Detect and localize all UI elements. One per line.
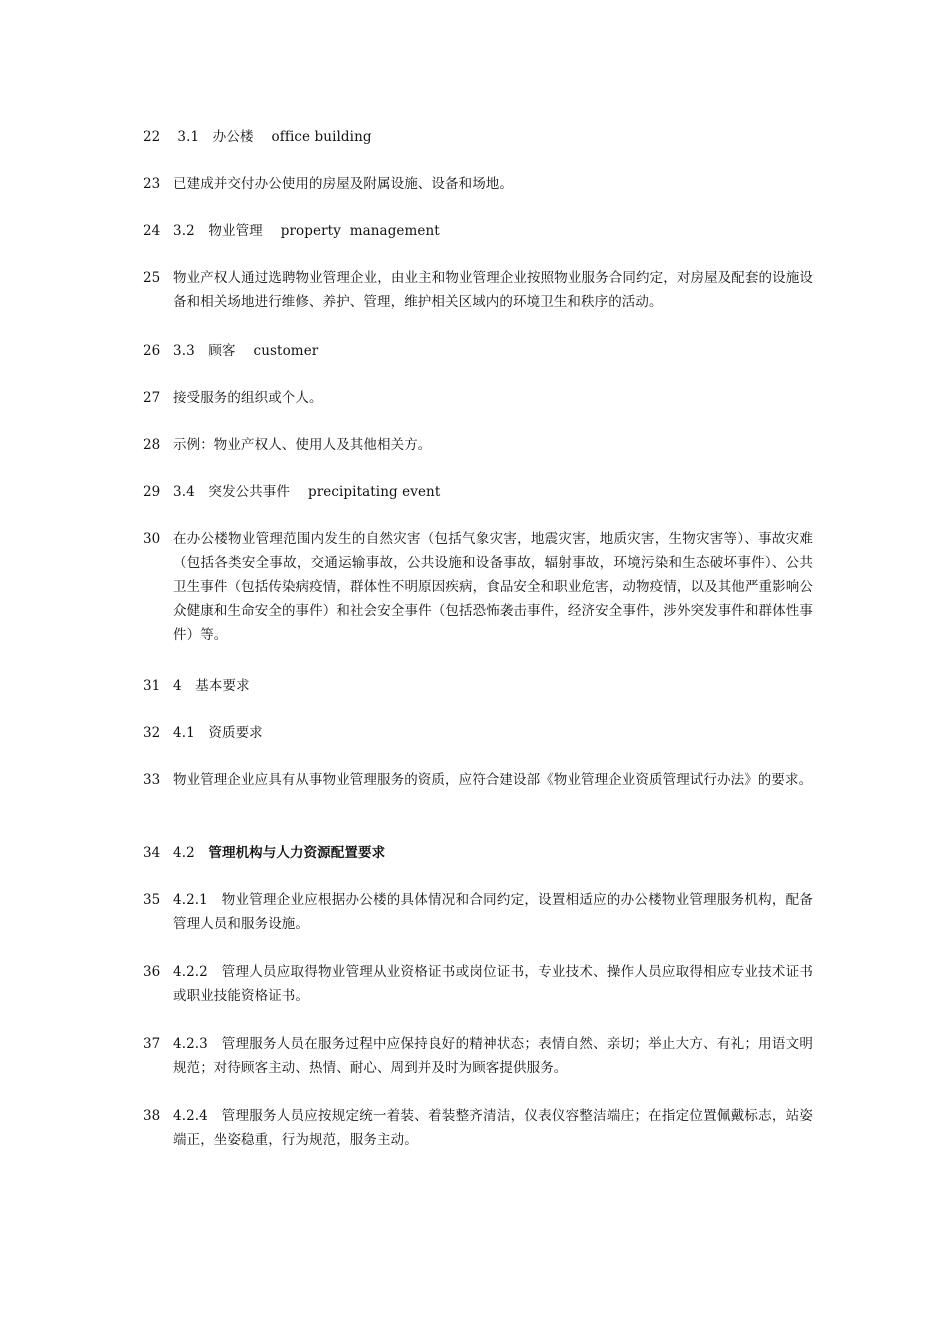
line-number: 32 (143, 725, 161, 741)
clause-text: 4.2.1 物业管理企业应根据办公楼的具体情况和合同约定，设置相适应的办公楼物业管理服务机构，配备管理人员和服务设施。 (173, 892, 813, 932)
term-definition: 物业产权人通过选聘物业管理企业，由业主和物业管理企业按照物业服务合同约定，对房屋及配套的设施设备和相关场地进行维修、养护、管理，维护相关区域内的环境卫生和秩序的活动。 (173, 270, 813, 310)
clause-text: 4.2.2 管理人员应取得物业管理从业资格证书或岗位证书，专业技术、操作人员应取得相应专业技术证书或职业技能资格证书。 (173, 964, 813, 1004)
line-number: 25 (143, 270, 161, 286)
line-number: 23 (143, 176, 161, 192)
subsection-heading: 4.1 资质要求 (173, 725, 263, 741)
line-number: 29 (143, 484, 161, 500)
line-number: 24 (143, 223, 161, 239)
line-number: 28 (143, 437, 161, 453)
line-number: 22 (143, 129, 161, 145)
term-example: 示例：物业产权人、使用人及其他相关方。 (173, 437, 432, 453)
line-number: 34 (143, 845, 161, 861)
term-heading: 3.2 物业管理 property management (173, 223, 440, 239)
line-number: 37 (143, 1036, 161, 1052)
section-heading: 4 基本要求 (173, 678, 250, 694)
term-heading: 3.1 办公楼 office building (173, 129, 372, 145)
line-number: 30 (143, 531, 161, 547)
term-definition: 在办公楼物业管理范围内发生的自然灾害（包括气象灾害，地震灾害，地质灾害，生物灾害等）、事故灾难（包括各类安全事故，交通运输事故，公共设施和设备事故，辐射事故，环境污染和生态破坏事件）、公共卫生事件（包括传染病疫情，群体性不明原因疾病，食品安全和职业危害，动物疫情，以及其他严重影响公众健康和生命安全的事件）和社会安全事件（包括恐怖袭击事件，经济安全事件，涉外突发事件和群体性事件）等。 (173, 531, 813, 643)
term-heading: 3.3 顾客 customer (173, 343, 319, 359)
line-number: 35 (143, 892, 161, 908)
line-number: 27 (143, 390, 161, 406)
line-number: 31 (143, 678, 161, 694)
line-number: 38 (143, 1108, 161, 1124)
clause-text: 4.2.3 管理服务人员在服务过程中应保持良好的精神状态；表情自然、亲切；举止大方、有礼；用语文明规范；对待顾客主动、热情、耐心、周到并及时为顾客提供服务。 (173, 1036, 813, 1076)
line-number: 36 (143, 964, 161, 980)
clause-text: 4.2.4 管理服务人员应按规定统一着装、着装整齐清洁，仪表仪容整洁端庄；在指定位置佩戴标志，站姿端正，坐姿稳重，行为规范，服务主动。 (173, 1108, 813, 1148)
clause-text: 物业管理企业应具有从事物业管理服务的资质，应符合建设部《物业管理企业资质管理试行办法》的要求。 (173, 772, 813, 788)
line-number: 33 (143, 772, 161, 788)
subsection-title: 管理机构与人力资源配置要求 (208, 845, 386, 861)
subsection-number: 4.2 (173, 845, 209, 861)
term-heading: 3.4 突发公共事件 precipitating event (173, 484, 441, 500)
subsection-heading (173, 841, 813, 865)
term-definition: 已建成并交付办公使用的房屋及附属设施、设备和场地。 (173, 176, 513, 192)
line-number: 26 (143, 343, 161, 359)
term-definition: 接受服务的组织或个人。 (173, 390, 323, 406)
